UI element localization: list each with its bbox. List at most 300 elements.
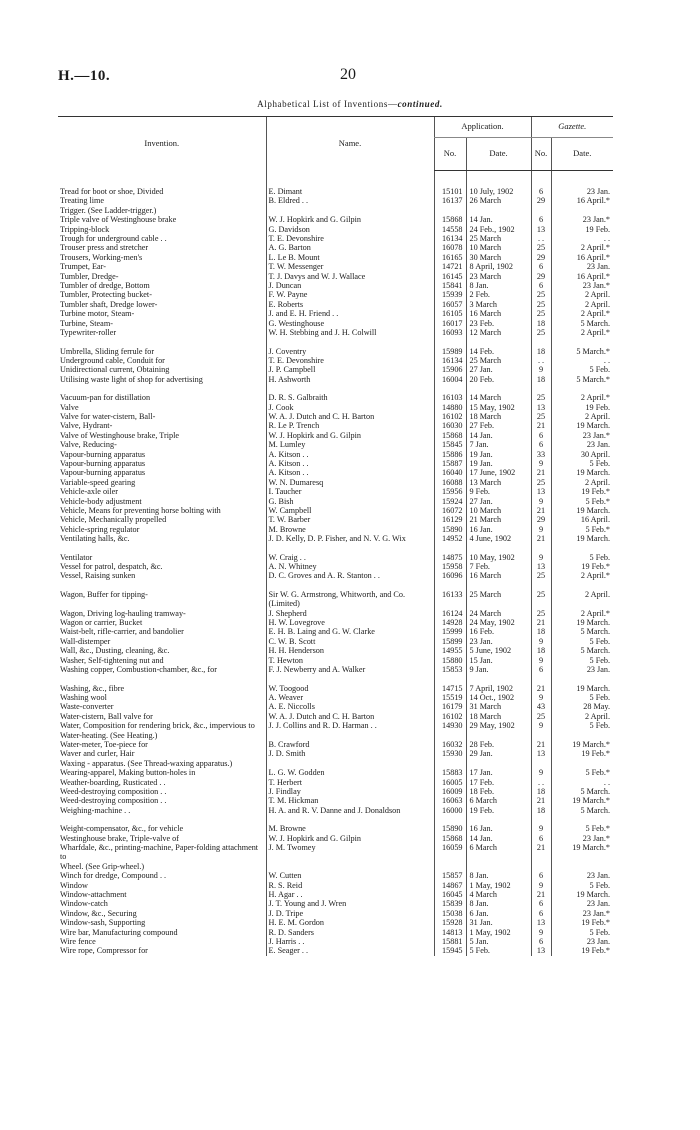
name-cell: H. Ashworth (266, 375, 434, 384)
gazette-no-cell: 6 (531, 187, 551, 196)
name-cell: J. Harris . . (266, 937, 434, 946)
application-no-cell: 15868 (434, 834, 466, 843)
gazette-no-cell: . . (531, 234, 551, 243)
application-no-cell: 15958 (434, 562, 466, 571)
application-no-cell: 14955 (434, 646, 466, 655)
gazette-no-cell: 13 (531, 487, 551, 496)
gazette-date-cell: 19 Feb. (551, 403, 613, 412)
application-date-cell: 16 March (466, 571, 531, 580)
application-date-cell: 21 March (466, 515, 531, 524)
application-no-cell: 16057 (434, 300, 466, 309)
table-row (58, 590, 613, 609)
invention-cell: Treating lime (60, 196, 105, 206)
table-row (58, 272, 613, 281)
table-row (58, 871, 613, 880)
application-date-cell: 17 Jan. (466, 768, 531, 777)
gazette-date-cell: 16 April.* (551, 253, 613, 262)
table-row (58, 375, 613, 384)
name-cell: W. Cutten (266, 871, 434, 880)
invention-cell: Trumpet, Ear- (60, 262, 106, 272)
name-cell: W. N. Dumaresq (266, 478, 434, 487)
invention-cell: Unidirectional current, Obtaining (60, 365, 170, 375)
application-no-cell: 16032 (434, 740, 466, 749)
name-cell (266, 862, 434, 871)
gazette-date-cell: 19 March. (551, 468, 613, 477)
application-no-cell: 14875 (434, 553, 466, 562)
gazette-date-cell: 19 Feb.* (551, 946, 613, 955)
application-date-cell (466, 731, 531, 740)
name-cell: J. D. Tripe (266, 909, 434, 918)
invention-cell: Water, Composition for rendering brick, &c., impervious to (60, 721, 255, 731)
table-row (58, 571, 613, 580)
name-cell: J. Findlay (266, 787, 434, 796)
invention-cell: Vehicle-axle oiler (60, 487, 118, 497)
header-app-no: No. (434, 138, 466, 171)
application-date-cell: 9 Jan. (466, 665, 531, 674)
gazette-date-cell: 23 Jan. (551, 871, 613, 880)
application-no-cell: 16000 (434, 806, 466, 815)
application-date-cell: 10 July, 1902 (466, 187, 531, 196)
table-row (58, 253, 613, 262)
name-cell: W. H. Stebbing and J. H. Colwill (266, 328, 434, 337)
invention-cell: Valve (60, 402, 79, 412)
application-date-cell: 4 June, 1902 (466, 534, 531, 543)
table-row (58, 393, 613, 402)
invention-cell: Washing copper, Combustion-chamber, &c., for (60, 665, 217, 675)
application-date-cell: 19 Feb. (466, 806, 531, 815)
table-row (58, 459, 613, 468)
gazette-no-cell: 25 (531, 290, 551, 299)
application-no-cell: 15841 (434, 281, 466, 290)
name-cell: L. Le B. Mount (266, 253, 434, 262)
application-date-cell: 10 March (466, 506, 531, 515)
gazette-date-cell: 19 March. (551, 618, 613, 627)
header-invention: Invention. (58, 117, 266, 171)
invention-cell: Tread for boot or shoe, Divided (60, 187, 164, 196)
application-no-cell: 16059 (434, 843, 466, 862)
name-cell: G. Westinghouse (266, 319, 434, 328)
gazette-no-cell: 9 (531, 881, 551, 890)
application-date-cell: 8 April, 1902 (466, 262, 531, 271)
table-row (58, 881, 613, 890)
gazette-no-cell: 21 (531, 468, 551, 477)
gazette-no-cell: 9 (531, 637, 551, 646)
gazette-date-cell: 23 Jan. (551, 262, 613, 271)
invention-cell: Vapour-burning apparatus (60, 468, 146, 478)
application-date-cell: 25 March (466, 234, 531, 243)
application-date-cell: 29 May, 1902 (466, 721, 531, 730)
gazette-date-cell: 5 March.* (551, 347, 613, 356)
name-cell: T. W. Barber (266, 515, 434, 524)
application-no-cell: 14867 (434, 881, 466, 890)
invention-cell: Weed-destroying composition . . (60, 786, 167, 796)
application-date-cell: 27 Feb. (466, 421, 531, 430)
name-cell: J. Duncan (266, 281, 434, 290)
table-row (58, 478, 613, 487)
gazette-date-cell: 5 Feb. (551, 553, 613, 562)
application-no-cell: 16005 (434, 778, 466, 787)
name-cell: A. E. Niccolls (266, 702, 434, 711)
gazette-date-cell: 28 May. (551, 702, 613, 711)
gazette-no-cell: 25 (531, 300, 551, 309)
name-cell: J. D. Smith (266, 749, 434, 758)
application-no-cell: 15880 (434, 656, 466, 665)
gazette-date-cell: 19 March. (551, 684, 613, 693)
header-app-date: Date. (466, 138, 531, 171)
gazette-date-cell: 5 Feb. (551, 459, 613, 468)
invention-cell: Tumbler of dredge, Bottom (60, 281, 150, 291)
table-row (58, 824, 613, 833)
gazette-date-cell: 5 Feb.* (551, 768, 613, 777)
name-cell: W. Campbell (266, 506, 434, 515)
application-date-cell: 18 Feb. (466, 787, 531, 796)
invention-cell: Water-meter, Toe-piece for (60, 739, 148, 749)
application-date-cell: 25 March (466, 356, 531, 365)
gazette-date-cell: 23 Jan.* (551, 281, 613, 290)
application-date-cell: 13 March (466, 478, 531, 487)
application-date-cell: 1 May, 1902 (466, 881, 531, 890)
application-no-cell: 16004 (434, 375, 466, 384)
table-row (58, 234, 613, 243)
invention-cell: Trigger. (See Ladder-trigger.) (60, 205, 157, 215)
application-no-cell: 16045 (434, 890, 466, 899)
invention-cell: Winch for dredge, Compound . . (60, 871, 167, 881)
application-no-cell: 16088 (434, 478, 466, 487)
gazette-date-cell: 2 April. (551, 590, 613, 609)
name-cell: I. Taucher (266, 487, 434, 496)
gazette-date-cell: 19 Feb.* (551, 749, 613, 758)
application-no-cell (434, 206, 466, 215)
gazette-date-cell: 2 April.* (551, 393, 613, 402)
invention-cell: Washing, &c., fibre (60, 683, 125, 693)
table-row (58, 684, 613, 693)
table-row (58, 309, 613, 318)
application-date-cell (466, 759, 531, 768)
caption-text: Alphabetical List of Inventions— (257, 99, 398, 109)
table-row (58, 937, 613, 946)
table-row (58, 356, 613, 365)
invention-cell: Underground cable, Conduit for (60, 355, 165, 365)
gazette-date-cell: 23 Jan.* (551, 834, 613, 843)
table-row (58, 319, 613, 328)
gazette-date-cell: 5 Feb. (551, 637, 613, 646)
table-row (58, 749, 613, 758)
application-date-cell: 6 March (466, 796, 531, 805)
gazette-no-cell: 29 (531, 272, 551, 281)
application-date-cell: 17 Feb. (466, 778, 531, 787)
invention-cell: Valve, Hydrant- (60, 421, 113, 431)
application-date-cell: 28 Feb. (466, 740, 531, 749)
application-no-cell: 15930 (434, 749, 466, 758)
gazette-no-cell: 25 (531, 590, 551, 609)
gazette-no-cell: 6 (531, 909, 551, 918)
application-date-cell: 17 June, 1902 (466, 468, 531, 477)
gazette-no-cell: 9 (531, 497, 551, 506)
application-date-cell: 9 Feb. (466, 487, 531, 496)
gazette-date-cell: 2 April. (551, 290, 613, 299)
name-cell: E. Dimant (266, 187, 434, 196)
report-code: H.—10. (58, 68, 111, 84)
invention-cell: Waste-converter (60, 702, 114, 712)
name-cell: H. Agar . . (266, 890, 434, 899)
name-cell: W. A. J. Dutch and C. H. Barton (266, 412, 434, 421)
gazette-no-cell: . . (531, 356, 551, 365)
gazette-date-cell (551, 206, 613, 215)
name-cell (266, 759, 434, 768)
application-no-cell: 16103 (434, 393, 466, 402)
name-cell: T. Herbert (266, 778, 434, 787)
gazette-no-cell: 9 (531, 693, 551, 702)
application-no-cell: 15853 (434, 665, 466, 674)
application-no-cell: 15887 (434, 459, 466, 468)
gazette-no-cell: 21 (531, 684, 551, 693)
invention-cell: Vehicle-body adjustment (60, 496, 142, 506)
name-cell: W. J. Hopkirk and G. Gilpin (266, 834, 434, 843)
invention-cell: Wall-distemper (60, 636, 111, 646)
name-cell: T. E. Devonshire (266, 234, 434, 243)
gazette-no-cell: 13 (531, 749, 551, 758)
table-row (58, 834, 613, 843)
invention-cell: Window-sash, Supporting (60, 918, 146, 928)
application-date-cell: 16 March (466, 309, 531, 318)
gazette-date-cell: 23 Jan. (551, 440, 613, 449)
table-row (58, 562, 613, 571)
table-row (58, 243, 613, 252)
name-cell: T. J. Davys and W. J. Wallace (266, 272, 434, 281)
table-row (58, 721, 613, 730)
table-row (58, 627, 613, 636)
application-date-cell: 4 March (466, 890, 531, 899)
gazette-no-cell: 25 (531, 609, 551, 618)
gazette-date-cell: 19 Feb.* (551, 918, 613, 927)
header-application: Application. (434, 117, 531, 138)
gazette-no-cell: 18 (531, 806, 551, 815)
name-cell: J. Coventry (266, 347, 434, 356)
invention-cell: Tumbler, Dredge- (60, 271, 119, 281)
name-cell: R. D. Sanders (266, 928, 434, 937)
application-date-cell: 14 Jan. (466, 431, 531, 440)
name-cell: W. Toogood (266, 684, 434, 693)
table-row (58, 215, 613, 224)
table-row (58, 740, 613, 749)
application-date-cell: 5 June, 1902 (466, 646, 531, 655)
page-number: 20 (340, 66, 356, 83)
gazette-no-cell: 6 (531, 215, 551, 224)
name-cell: J. Cook (266, 403, 434, 412)
table-body (58, 171, 613, 956)
gazette-date-cell: 5 Feb. (551, 721, 613, 730)
table-row (58, 787, 613, 796)
name-cell: A. Weaver (266, 693, 434, 702)
gazette-no-cell (531, 206, 551, 215)
gazette-no-cell: 9 (531, 768, 551, 777)
gazette-no-cell: 18 (531, 646, 551, 655)
table-row (58, 262, 613, 271)
application-no-cell: 15868 (434, 431, 466, 440)
application-no-cell: 15883 (434, 768, 466, 777)
gazette-no-cell: 13 (531, 403, 551, 412)
application-date-cell: 26 March (466, 196, 531, 205)
application-date-cell: 1 May, 1902 (466, 928, 531, 937)
gazette-no-cell: 9 (531, 459, 551, 468)
application-no-cell: 16179 (434, 702, 466, 711)
gazette-no-cell (531, 759, 551, 768)
invention-cell: Waxing - apparatus. (See Thread-waxing apparatus.) (60, 758, 233, 768)
gazette-date-cell: 19 Feb. (551, 225, 613, 234)
application-no-cell: 16129 (434, 515, 466, 524)
gazette-date-cell: 30 April. (551, 450, 613, 459)
gazette-no-cell: 6 (531, 440, 551, 449)
application-date-cell: 24 Feb., 1902 (466, 225, 531, 234)
table-caption (0, 99, 700, 109)
table-row (58, 899, 613, 908)
name-cell: A. Kitson . . (266, 468, 434, 477)
application-date-cell: 30 March (466, 253, 531, 262)
gazette-date-cell: 23 Jan. (551, 899, 613, 908)
table-row (58, 731, 613, 740)
invention-cell: Wearing-apparel, Making button-holes in (60, 768, 196, 778)
gazette-date-cell: 23 Jan. (551, 187, 613, 196)
application-date-cell: 16 Feb. (466, 627, 531, 636)
application-date-cell: 27 Jan. (466, 497, 531, 506)
application-date-cell: 8 Jan. (466, 281, 531, 290)
invention-cell: Wire bar, Manufacturing compound (60, 927, 178, 937)
application-date-cell: 23 Feb. (466, 319, 531, 328)
table-row (58, 347, 613, 356)
gazette-no-cell: 21 (531, 421, 551, 430)
inventions-table (58, 116, 613, 956)
invention-cell: Tumbler shaft, Dredge lower- (60, 299, 158, 309)
application-date-cell: 8 Jan. (466, 871, 531, 880)
gazette-date-cell: 5 March. (551, 806, 613, 815)
gazette-no-cell: 21 (531, 618, 551, 627)
invention-cell: Waist-belt, rifle-carrier, and bandolier (60, 627, 184, 637)
name-cell (266, 206, 434, 215)
application-no-cell: 14880 (434, 403, 466, 412)
table-row (58, 646, 613, 655)
name-cell: F. W. Payne (266, 290, 434, 299)
invention-cell: Vehicle, Mechanically propelled (60, 515, 167, 525)
application-no-cell: 16063 (434, 796, 466, 805)
gazette-date-cell: 23 Jan.* (551, 431, 613, 440)
name-cell: T. W. Messenger (266, 262, 434, 271)
gazette-date-cell: 5 March. (551, 646, 613, 655)
name-cell: W. A. J. Dutch and C. H. Barton (266, 712, 434, 721)
invention-cell: Window (60, 880, 88, 890)
gazette-date-cell: 5 Feb. (551, 365, 613, 374)
gazette-date-cell: 19 March. (551, 421, 613, 430)
table-row (58, 300, 613, 309)
application-date-cell: 29 Jan. (466, 749, 531, 758)
gazette-no-cell: 21 (531, 740, 551, 749)
gazette-date-cell: 5 Feb.* (551, 824, 613, 833)
invention-cell: Wire fence (60, 937, 96, 947)
gazette-date-cell (551, 759, 613, 768)
gazette-date-cell: 19 March.* (551, 843, 613, 862)
gazette-date-cell: 2 April.* (551, 243, 613, 252)
gazette-date-cell: 16 April.* (551, 196, 613, 205)
gazette-no-cell: 21 (531, 796, 551, 805)
gazette-no-cell: 29 (531, 253, 551, 262)
gazette-date-cell: 2 April. (551, 300, 613, 309)
name-cell: J. P. Campbell (266, 365, 434, 374)
gazette-no-cell: 25 (531, 243, 551, 252)
table-row (58, 712, 613, 721)
gazette-date-cell: 5 March. (551, 627, 613, 636)
table-row (58, 515, 613, 524)
application-date-cell: 6 Jan. (466, 909, 531, 918)
gazette-date-cell: 2 April. (551, 712, 613, 721)
table-row (58, 656, 613, 665)
application-date-cell: 25 March (466, 590, 531, 609)
name-cell: F. J. Newberry and A. Walker (266, 665, 434, 674)
application-no-cell (434, 731, 466, 740)
invention-cell: Triple valve of Westinghouse brake (60, 215, 177, 225)
application-date-cell: 5 Jan. (466, 937, 531, 946)
application-no-cell: 15890 (434, 525, 466, 534)
name-cell: B. Eldred . . (266, 196, 434, 205)
invention-cell: Water-cistern, Ball valve for (60, 711, 153, 721)
application-no-cell: 15038 (434, 909, 466, 918)
invention-cell: Tumbler, Protecting bucket- (60, 290, 152, 300)
application-no-cell: 16133 (434, 590, 466, 609)
gazette-no-cell: . . (531, 778, 551, 787)
name-cell: B. Crawford (266, 740, 434, 749)
application-date-cell: 16 Jan. (466, 824, 531, 833)
table-row (58, 403, 613, 412)
name-cell: R. Le P. Trench (266, 421, 434, 430)
name-cell: T. Hewton (266, 656, 434, 665)
table-row (58, 365, 613, 374)
invention-cell: Trough for underground cable . . (60, 234, 167, 244)
invention-cell: Vapour-burning apparatus (60, 458, 146, 468)
invention-cell: Weight-compensator, &c., for vehicle (60, 824, 184, 834)
invention-cell: Wire rope, Compressor for (60, 946, 148, 956)
gazette-no-cell: 6 (531, 871, 551, 880)
invention-cell: Wheel. (See Grip-wheel.) (60, 861, 145, 871)
gazette-no-cell: 21 (531, 890, 551, 899)
name-cell: G. Davidson (266, 225, 434, 234)
application-no-cell: 15989 (434, 347, 466, 356)
gazette-no-cell: 9 (531, 824, 551, 833)
gazette-date-cell: 5 Feb. (551, 928, 613, 937)
application-no-cell: 15928 (434, 918, 466, 927)
gazette-date-cell: 5 Feb. (551, 881, 613, 890)
table-row (58, 450, 613, 459)
application-no-cell: 16078 (434, 243, 466, 252)
gazette-no-cell: 25 (531, 309, 551, 318)
invention-cell: Trousers, Working-men's (60, 252, 143, 262)
caption-continued: continued. (397, 99, 443, 109)
application-date-cell: 7 Jan. (466, 440, 531, 449)
invention-cell: Ventilating halls, &c. (60, 534, 130, 544)
application-date-cell: 23 Jan. (466, 637, 531, 646)
table-row (58, 909, 613, 918)
table-row (58, 768, 613, 777)
gazette-no-cell: 6 (531, 665, 551, 674)
table-row (58, 187, 613, 196)
name-cell: D. C. Groves and A. R. Stanton . . (266, 571, 434, 580)
application-no-cell: 16102 (434, 412, 466, 421)
name-cell: H. H. Henderson (266, 646, 434, 655)
invention-cell: Waver and curler, Hair (60, 749, 135, 759)
application-no-cell: 16145 (434, 272, 466, 281)
invention-cell: Weather-boarding, Rusticated . . (60, 777, 166, 787)
application-no-cell: 15839 (434, 899, 466, 908)
gazette-no-cell: 9 (531, 656, 551, 665)
application-date-cell: 15 Jan. (466, 656, 531, 665)
gazette-no-cell: 29 (531, 196, 551, 205)
